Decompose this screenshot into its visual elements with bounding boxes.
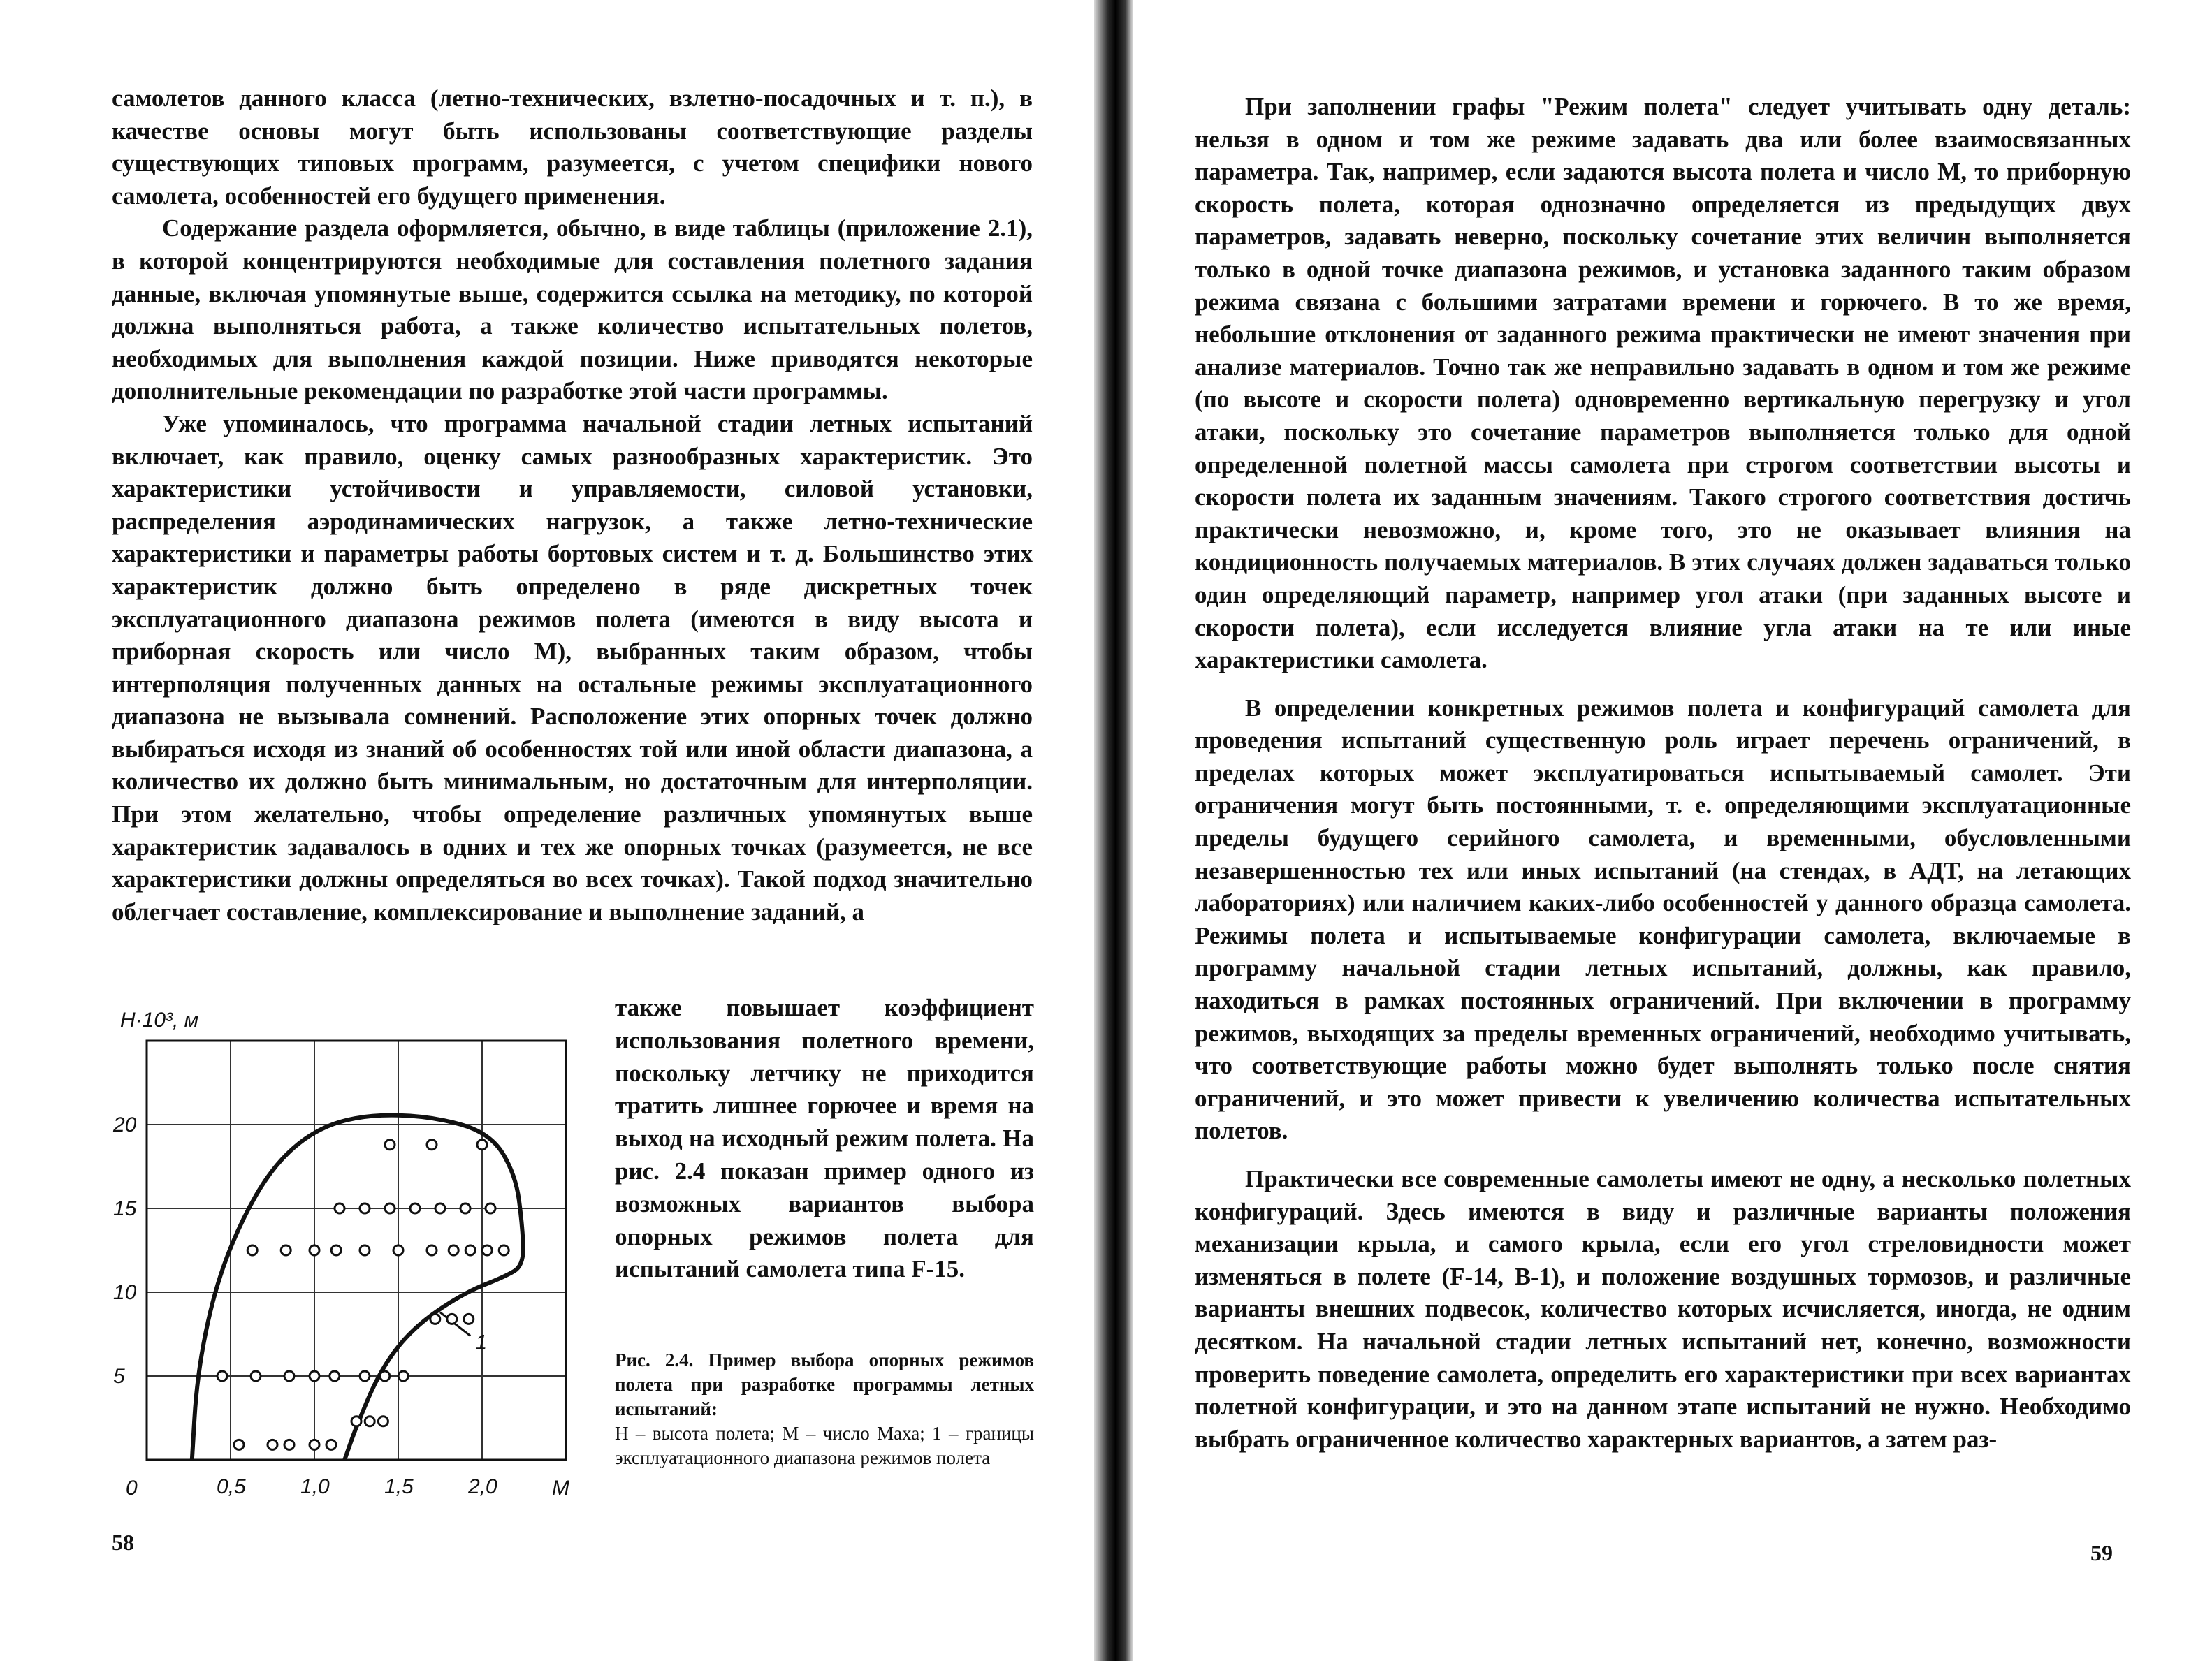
left-text-column xyxy=(112,82,1033,928)
y-tick-label: 15 xyxy=(113,1197,137,1220)
x-tick-label: 2,0 xyxy=(468,1475,497,1498)
right-paragraph: В определении конкретных режимов полета и конфигураций самолета для проведения испытаний существенную роль играет перечень ограничений, в пределах которых может эксплуатироваться испытываемый самолет. Эти ограничения могут быть постоянными, т. е. определяющими эксплуатационные пределы будущего серийного самолета, и временными, обусловленными незавершенностью тех или иных испытаний (на стендах, в АДТ, на летающих лабораториях) или наличием каких-либо особенностей у данного образца самолета. Режимы полета и испытываемые конфигурации самолета, включаемые в программу начальной стадии летных испытаний, должны, как правило, находиться в рамках постоянных ограничений. При включении в программу режимов, выходящих за пределы временных ограничений, необходимо учитывать, что соответствующие работы можно будет выполнять только после снятия ограничений, и это может привести к увеличению количества испытательных полетов. xyxy=(1195,694,2131,1145)
left-paragraph: самолетов данного класса (летно-технических, взлетно-посадочных и т. п.), в качестве основы могут быть использованы соответствующие разделы существующих типовых программ, разумеется, с учетом специфики нового самолета, особенностей его будущего применения. xyxy=(112,85,1033,210)
reference-point xyxy=(380,1371,390,1381)
reference-point xyxy=(310,1440,319,1449)
operational-envelope-boundary xyxy=(192,1115,523,1460)
reference-point xyxy=(499,1245,509,1255)
x-axis-label: M xyxy=(552,1477,569,1500)
reference-point xyxy=(234,1440,244,1449)
flight-regime-chart xyxy=(105,1006,594,1509)
right-paragraph: Практически все современные самолеты имеют не одну, а несколько полетных конфигураций. Здесь имеются в виду и различные варианты положения механизации крыла, и самого крыла, если его угол стреловидности может изменяться в полете (F-14, B-1), и положение воздушных тормозов, и различные варианты внешних подвесок, количество которых исчисляется, иногда, не одним десятком. На начальной стадии летных испытаний нет, конечно, возможности проверить поведение самолета, определить его характеристики при всех вариантах полетной конфигурации, и это на данном этапе испытаний не нужно. Необходимо выбрать ограниченное количество характерных вариантов, а затем раз- xyxy=(1195,1165,2131,1453)
reference-point xyxy=(360,1245,370,1255)
right-page xyxy=(1139,0,2212,1661)
reference-point xyxy=(330,1371,340,1381)
figure-caption xyxy=(615,1348,1034,1470)
reference-point xyxy=(385,1203,395,1213)
reference-point xyxy=(482,1245,492,1255)
right-text-column xyxy=(1195,91,2131,1456)
reference-point xyxy=(464,1314,474,1324)
reference-point xyxy=(465,1245,475,1255)
reference-point xyxy=(365,1417,374,1426)
reference-point xyxy=(331,1245,341,1255)
y-tick-label: 5 xyxy=(113,1365,125,1388)
reference-point xyxy=(410,1203,420,1213)
caption-title: Рис. 2.4. Пример выбора опорных режимов полета при разработке программы летных испытаний: xyxy=(615,1349,1034,1419)
reference-point xyxy=(460,1203,470,1213)
origin-label: 0 xyxy=(126,1477,138,1500)
boundary-label: 1 xyxy=(475,1331,488,1354)
y-axis-label: H·10³, м xyxy=(120,1009,199,1032)
reference-point xyxy=(217,1371,227,1381)
reference-point xyxy=(335,1203,344,1213)
reference-point xyxy=(247,1245,257,1255)
reference-point xyxy=(284,1371,294,1381)
reference-point xyxy=(281,1245,291,1255)
caption-legend: Н – высота полета; М – число Маха; 1 – границы эксплуатационного диапазона режимов полета xyxy=(615,1423,1034,1468)
reference-point xyxy=(447,1314,457,1324)
reference-point xyxy=(393,1245,403,1255)
reference-point xyxy=(310,1371,319,1381)
reference-point xyxy=(435,1203,445,1213)
x-tick-label: 0,5 xyxy=(217,1475,246,1498)
reference-point xyxy=(268,1440,277,1449)
reference-point xyxy=(477,1140,487,1150)
reference-point xyxy=(360,1371,370,1381)
reference-point xyxy=(449,1245,458,1255)
reference-point xyxy=(360,1203,370,1213)
left-paragraph: Содержание раздела оформляется, обычно, в виде таблицы (приложение 2.1), в которой концентрируются необходимые для составления полетного задания данные, включая упомянутые выше, содержится ссылка на методику, по которой должна выполняться работа, а также количество испытательных полетов, необходимых для выполнения каждой позиции. Ниже приводятся некоторые дополнительные рекомендации по разработке этой части программы. xyxy=(112,214,1033,405)
left-paragraph: Уже упоминалось, что программа начальной стадии летных испытаний включает, как правило, оценку самых разнообразных характеристик. Это характеристики устойчивости и управляемости, силовой установки, распределения аэродинамических нагрузок, а также летно-технические характеристики и параметры работы бортовых систем и т. д. Большинство этих характеристик должно быть определено в ряде дискретных точек эксплуатационного диапазона режимов полета (имеются в виду высота и приборная скорость или число М), выбранных таким образом, чтобы интерполяция полученных данных на остальные режимы эксплуатационного диапазона не вызывала сомнений. Расположение этих опорных точек должно выбираться исходя из знаний об особенностях той или иной области диапазона, а количество их должно быть минимальным, но достаточным для интерполяции. При этом желательно, чтобы определение различных упомянутых выше характеристик задавалось в одних и тех же опорных точках (разумеется, не все характеристики должны определяться во всех точках). Такой подход значительно облегчает составление, комплексирование и выполнение заданий, а xyxy=(112,409,1033,925)
y-tick-label: 20 xyxy=(113,1113,137,1136)
reference-point xyxy=(398,1371,408,1381)
reference-point xyxy=(378,1417,388,1426)
book-spine xyxy=(1094,0,1133,1661)
page-number-left: 58 xyxy=(112,1530,134,1555)
reference-point xyxy=(486,1203,495,1213)
reference-point xyxy=(310,1245,319,1255)
y-tick-label: 10 xyxy=(113,1281,137,1304)
reference-point xyxy=(427,1245,437,1255)
y-tick-labels xyxy=(112,1113,137,1388)
reference-point xyxy=(427,1140,437,1150)
x-tick-label: 1,5 xyxy=(384,1475,414,1498)
x-tick-labels xyxy=(217,1475,497,1498)
reference-point xyxy=(251,1371,261,1381)
x-tick-label: 1,0 xyxy=(300,1475,330,1498)
reference-point xyxy=(385,1140,395,1150)
reference-point xyxy=(326,1440,336,1449)
left-page xyxy=(0,0,1090,1661)
reference-point xyxy=(351,1417,361,1426)
page-number-right: 59 xyxy=(2090,1540,2113,1565)
right-paragraph: При заполнении графы "Режим полета" следует учитывать одну деталь: нельзя в одном и том же режиме задавать два или более взаимосвязанных параметра. Так, например, если задаются высота полета и число М, то приборную скорость полета, которая однозначно определяется из предыдущих двух параметров, задавать неверно, поскольку сочетание этих величин выполняется только в одной точке диапазона режимов, и установка заданного таким образом режима связана с большими затратами времени и горючего. В то же время, небольшие отклонения от заданного режима практически не имеют значения при анализе материалов. Точно так же неправильно задавать в одном и том же режиме (по высоте и скорости полета) одновременно вертикальную перегрузку и угол атаки, поскольку это сочетание параметров выполняется только для одной определенной полетной массы самолета при строгом соответствии высоты и скорости полета их заданным значениям. Такого строгого соответствия достичь практически невозможно, и, кроме того, это не оказывает влияния на кондиционность получаемых материалов. В этих случаях должен задаваться только один определяющий параметр, например угол атаки (при заданных высоте и скорости полета), если исследуется влияние угла атаки на те или иные характеристики самолета. xyxy=(1195,93,2131,674)
reference-point xyxy=(284,1440,294,1449)
reference-point xyxy=(430,1314,440,1324)
left-wrap-paragraph: также повышает коэффициент использования полетного времени, поскольку летчику не приходится тратить лишнее горючее и время на выход на исходный режим полета. На рис. 2.4 показан пример одного из возможных вариантов выбора опорных режимов полета для испытаний самолета типа F-15. xyxy=(615,994,1034,1283)
